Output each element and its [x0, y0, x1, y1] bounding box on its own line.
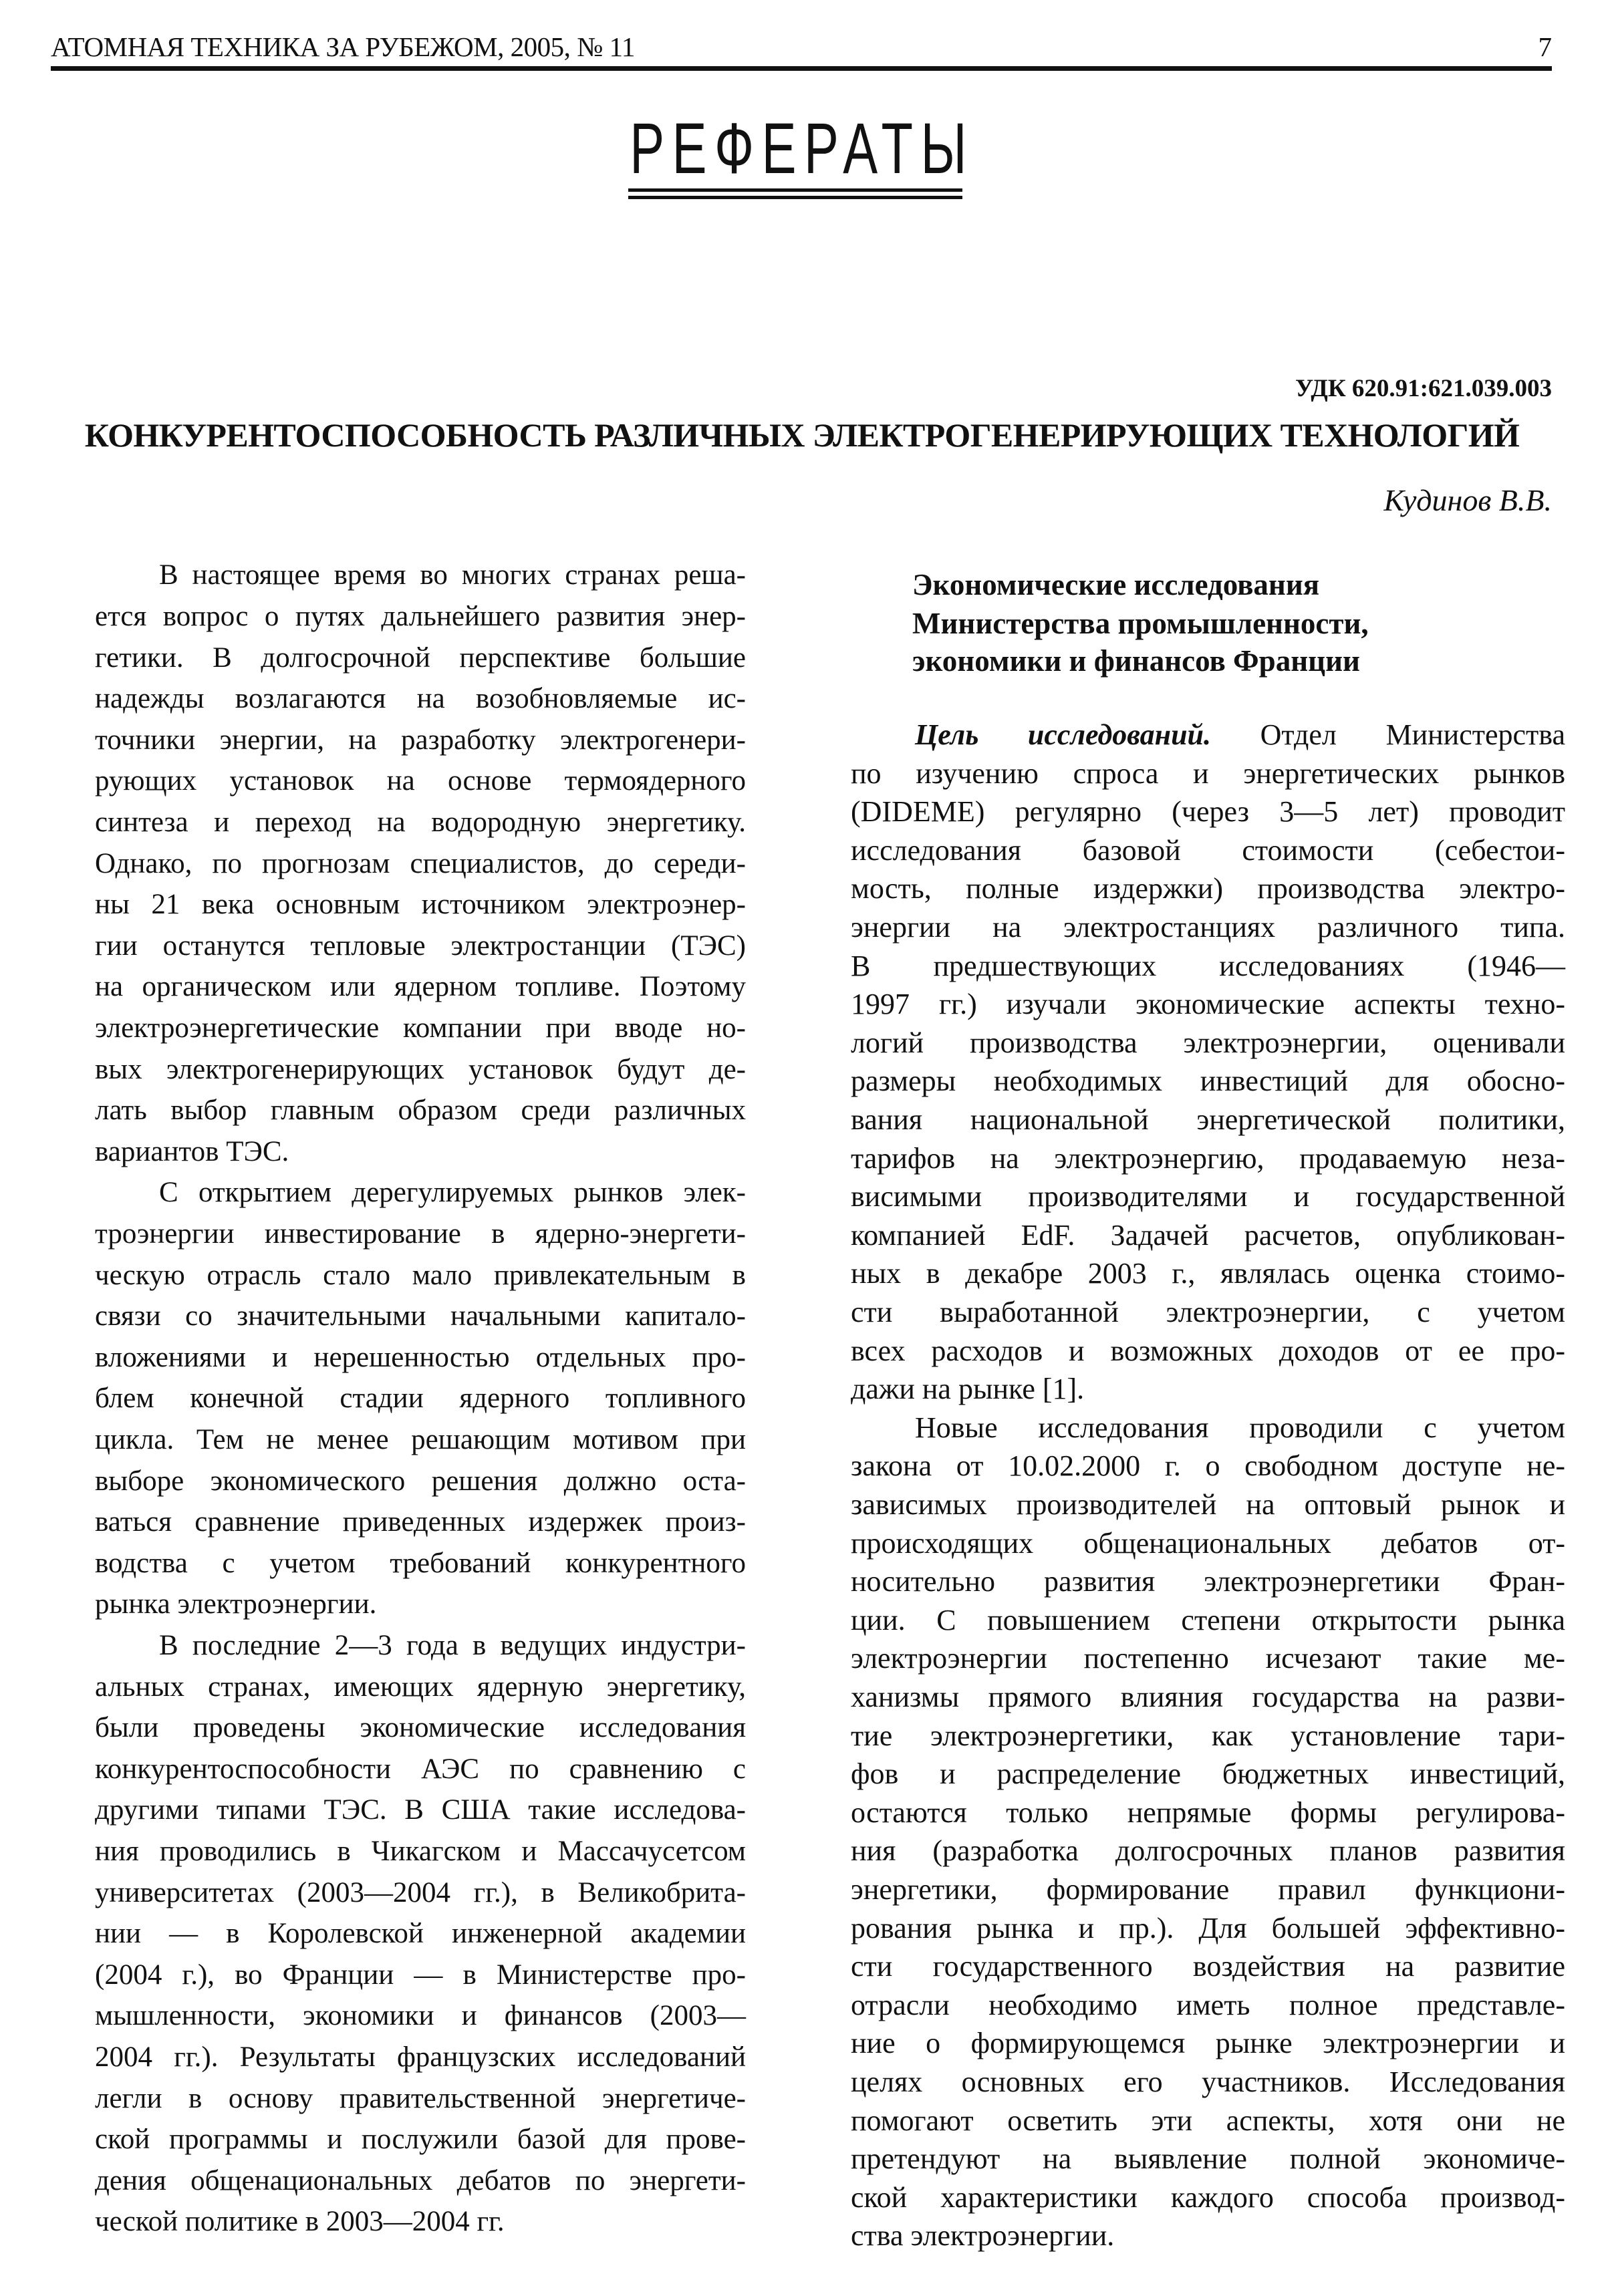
text-line-content: были проведены экономические исследования — [95, 1712, 746, 1744]
text-line — [851, 1793, 1565, 1832]
text-line — [95, 1913, 746, 1955]
text-line — [851, 1139, 1565, 1178]
text-line-content: блем конечной стадии ядерного топливного — [95, 1383, 746, 1415]
text-line — [851, 2217, 1565, 2256]
text-line-content: отрасли необходимо иметь полное представле- — [851, 1988, 1565, 2021]
text-line — [851, 831, 1565, 870]
udk-code: УДК 620.91:621.039.003 — [1295, 375, 1552, 402]
text-line-rest: Отдел Министерства — [1260, 718, 1565, 751]
text-line — [95, 2037, 746, 2078]
text-line — [851, 1177, 1565, 1216]
section-title-underline — [628, 196, 962, 199]
paragraph-lead: Цель исследований. — [915, 718, 1212, 751]
text-line — [851, 1370, 1565, 1409]
text-line — [851, 2178, 1565, 2217]
text-line — [95, 2119, 746, 2160]
subsection-heading-line: экономики и финансов Франции — [912, 644, 1360, 678]
text-line-content: всех расходов и возможных доходов от ее про- — [851, 1334, 1565, 1367]
text-line — [95, 1296, 746, 1337]
text-line-content: выборе экономического решения должно оста- — [95, 1465, 746, 1497]
article-author: Кудинов В.В. — [1383, 483, 1552, 517]
text-line-content: электроэнергии постепенно исчезают такие ме- — [851, 1642, 1565, 1675]
text-line — [95, 925, 746, 967]
text-line — [95, 2077, 746, 2119]
text-line-content: логий производства электроэнергии, оценивали — [851, 1026, 1565, 1059]
text-line-content: гии останутся тепловые электростанции (ТЭС) — [95, 929, 746, 962]
text-line — [95, 966, 746, 1008]
text-line — [851, 2063, 1565, 2102]
text-line-content: сти выработанной электроэнергии, с учетом — [851, 1295, 1565, 1328]
text-line-content: носительно развития электроэнергетики Фран- — [851, 1565, 1565, 1598]
text-line — [851, 870, 1565, 909]
text-line-content: энергии на электростанциях различного типа. — [851, 910, 1565, 944]
text-line — [851, 1101, 1565, 1139]
text-line — [851, 2140, 1565, 2178]
text-line — [851, 1678, 1565, 1717]
text-line-content: С открытием дерегулируемых рынков элек- — [159, 1177, 746, 1209]
text-line-content: ны 21 века основным источником электроэнер- — [95, 889, 746, 921]
text-line — [851, 1986, 1565, 2025]
text-line — [851, 793, 1565, 831]
text-line — [95, 843, 746, 884]
text-line — [95, 1501, 746, 1543]
text-line-content: нии — в Королевской инженерной академии — [95, 1918, 746, 1950]
text-line — [851, 2102, 1565, 2140]
text-line-content: синтеза и переход на водородную энергетику. — [95, 807, 746, 839]
text-line-content: ской программы и послужили базой для прове- — [95, 2124, 746, 2156]
text-line-content: помогают осветить эти аспекты, хотя они не — [851, 2104, 1565, 2137]
text-line — [851, 1832, 1565, 1871]
text-line — [95, 1048, 746, 1090]
text-line — [95, 1749, 746, 1790]
text-line — [95, 2160, 746, 2202]
text-line — [95, 596, 746, 637]
text-line-content: вариантов ТЭС. — [95, 1135, 289, 1167]
text-line — [95, 555, 746, 596]
text-line-content: водства с учетом требований конкурентного — [95, 1547, 746, 1579]
text-line-content: компанией EdF. Задачей расчетов, опубликован- — [851, 1218, 1565, 1252]
text-line — [95, 1543, 746, 1584]
text-line — [95, 1213, 746, 1255]
text-line — [851, 1909, 1565, 1948]
text-line-content: точники энергии, на разработку электрогенери- — [95, 724, 746, 756]
text-line-content: фов и распределение бюджетных инвестиций, — [851, 1757, 1565, 1791]
text-line — [851, 1293, 1565, 1332]
text-line-content: размеры необходимых инвестиций для обосно- — [851, 1064, 1565, 1098]
text-line — [851, 1216, 1565, 1255]
text-line — [95, 1090, 746, 1131]
text-line-content: (DIDEME) регулярно (через 3—5 лет) проводит — [851, 795, 1565, 829]
text-line-content: гетики. В долгосрочной перспективе большие — [95, 641, 746, 674]
text-line-content: происходящих общенациональных дебатов от- — [851, 1526, 1565, 1560]
text-line — [851, 1947, 1565, 1986]
text-line-content: вания национальной энергетической политики, — [851, 1103, 1565, 1136]
text-line-content: лать выбор главным образом среди различных — [95, 1095, 746, 1127]
text-line-content: легли в основу правительственной энергетиче- — [95, 2082, 746, 2114]
text-line-content: рования рынка и пр.). Для большей эффективно- — [851, 1911, 1565, 1945]
text-line-content: дажи на рынке [1]. — [851, 1373, 1085, 1406]
text-line — [95, 1789, 746, 1831]
text-line-content: ние о формирующемся рынке электроэнергии и — [851, 2027, 1565, 2060]
text-line-content: (2004 г.), во Франции — в Министерстве про- — [95, 1959, 746, 1991]
text-line — [851, 754, 1565, 793]
section-title-text: РЕФЕРАТЫ — [630, 108, 974, 188]
text-line — [95, 2201, 746, 2243]
text-line-content: висимыми производителями и государственной — [851, 1180, 1565, 1213]
text-line — [95, 1955, 746, 1996]
text-line-content: тие электроэнергетики, как установление тари- — [851, 1719, 1565, 1752]
text-line — [851, 1255, 1565, 1294]
text-line-content: ства электроэнергии. — [851, 2219, 1115, 2253]
text-line — [95, 1131, 746, 1173]
text-line — [851, 1717, 1565, 1755]
subsection-heading-line: Министерства промышленности, — [912, 607, 1369, 640]
text-line — [95, 1460, 746, 1501]
text-line-content: В настоящее время во многих странах реша- — [159, 559, 746, 591]
text-line — [851, 985, 1565, 1024]
text-line-content: мышленности, экономики и финансов (2003— — [95, 2000, 746, 2032]
text-line-content: троэнергии инвестирование в ядерно-энергети- — [95, 1218, 746, 1250]
text-line — [851, 1024, 1565, 1062]
text-line — [851, 1562, 1565, 1601]
text-line-content: сти государственного воздействия на развитие — [851, 1950, 1565, 1983]
text-line — [851, 716, 1565, 754]
text-line-content: другими типами ТЭС. В США такие исследова- — [95, 1794, 746, 1826]
text-line — [95, 1707, 746, 1749]
text-line — [851, 1332, 1565, 1371]
text-line — [95, 1995, 746, 2037]
text-line-content: связи со значительными начальными капитало- — [95, 1300, 746, 1332]
text-line-content: закона от 10.02.2000 г. о свободном доступе не- — [851, 1449, 1565, 1483]
text-line — [95, 1254, 746, 1296]
text-line — [95, 1831, 746, 1872]
text-line — [851, 1485, 1565, 1524]
text-line-content: цикла. Тем не менее решающим мотивом при — [95, 1424, 746, 1456]
text-line — [851, 1447, 1565, 1486]
text-line — [851, 1640, 1565, 1679]
text-line-content: остаются только непрямые формы регулирова- — [851, 1796, 1565, 1829]
text-line-content: ханизмы прямого влияния государства на разви- — [851, 1680, 1565, 1713]
text-line-content: 1997 гг.) изучали экономические аспекты техно- — [851, 988, 1565, 1021]
text-line-content: претендуют на выявление полной экономиче- — [851, 2142, 1565, 2176]
text-line-content: ния проводились в Чикагском и Массачусетсом — [95, 1836, 746, 1868]
text-line-content: по изучению спроса и энергетических рынков — [851, 756, 1565, 790]
text-line — [851, 908, 1565, 947]
text-line-content: энергетики, формирование правил функциони- — [851, 1872, 1565, 1906]
text-line — [851, 947, 1565, 986]
text-line-content: ваться сравнение приведенных издержек произ- — [95, 1506, 746, 1538]
text-line-content: ется вопрос о путях дальнейшего развития энер- — [95, 601, 746, 633]
text-line-content: тарифов на электроэнергию, продаваемую неза- — [851, 1141, 1565, 1175]
text-line-content: вых электрогенерирующих установок будут де- — [95, 1053, 746, 1085]
text-line — [95, 1419, 746, 1461]
article-title: КОНКУРЕНТОСПОСОБНОСТЬ РАЗЛИЧНЫХ ЭЛЕКТРОГЕНЕРИРУЮЩИХ ТЕХНОЛОГИЙ — [84, 416, 1520, 454]
text-line — [95, 1584, 746, 1625]
page-number: 7 — [1538, 31, 1552, 62]
text-line-content: исследования базовой стоимости (себестои- — [851, 833, 1565, 867]
text-line — [95, 1872, 746, 1913]
text-line-content: конкурентоспособности АЭС по сравнению с — [95, 1753, 746, 1785]
text-line — [95, 1337, 746, 1379]
text-line-content: Новые исследования проводили с учетом — [915, 1411, 1565, 1444]
text-line-content: Однако, по прогнозам специалистов, до середи- — [95, 847, 746, 879]
text-line-content: рынка электроэнергии. — [95, 1588, 377, 1620]
text-line-content: альных странах, имеющих ядерную энергетику, — [95, 1671, 746, 1703]
text-line-content: рующих установок на основе термоядерного — [95, 765, 746, 797]
text-line — [95, 1378, 746, 1419]
text-line — [95, 1666, 746, 1707]
text-line-content: дения общенациональных дебатов по энергети- — [95, 2164, 746, 2196]
subsection-heading-line: Экономические исследования — [912, 568, 1320, 601]
text-line-content: ской характеристики каждого способа производ- — [851, 2180, 1565, 2214]
section-title-underline — [628, 188, 962, 192]
text-line — [95, 884, 746, 925]
text-line — [851, 2025, 1565, 2063]
text-line — [851, 1870, 1565, 1909]
text-line-content: ции. С повышением степени открытости рынка — [851, 1603, 1565, 1636]
text-line-content: 2004 гг.). Результаты французских исследований — [95, 2041, 746, 2073]
text-line-content: В последние 2—3 года в ведущих индустри- — [159, 1630, 746, 1662]
text-line — [851, 1755, 1565, 1793]
text-line — [95, 802, 746, 843]
text-line — [851, 1409, 1565, 1447]
text-line-content: ческую отрасль стало мало привлекательным в — [95, 1259, 746, 1291]
text-line — [95, 760, 746, 802]
text-line — [95, 720, 746, 761]
text-line-content: мость, полные издержки) производства электро- — [851, 872, 1565, 905]
section-title — [0, 108, 1604, 188]
text-line — [95, 678, 746, 720]
text-line-content: В предшествующих исследованиях (1946— — [851, 949, 1565, 982]
text-line-content: целях основных его участников. Исследования — [851, 2065, 1565, 2098]
text-line — [851, 1601, 1565, 1640]
text-line — [851, 1524, 1565, 1563]
running-head: АТОМНАЯ ТЕХНИКА ЗА РУБЕЖОМ, 2005, № 11 — [51, 31, 635, 62]
text-line — [95, 637, 746, 678]
text-line-content: ных в декабре 2003 г., являлась оценка стоимо- — [851, 1257, 1565, 1290]
text-line — [95, 1625, 746, 1667]
text-line-content — [915, 720, 1565, 750]
text-line-content: университетах (2003—2004 гг.), в Великобрита- — [95, 1876, 746, 1908]
text-line-content: электроэнергетические компании при вводе но- — [95, 1012, 746, 1044]
text-line-content: ния (разработка долгосрочных планов развития — [851, 1834, 1565, 1868]
text-line — [95, 1172, 746, 1213]
text-line-content: зависимых производителей на оптовый рынок и — [851, 1487, 1565, 1521]
text-line — [95, 1008, 746, 1049]
text-line-content: вложениями и нерешенностью отдельных про- — [95, 1341, 746, 1373]
header-rule — [51, 66, 1552, 71]
text-line-content: на органическом или ядерном топливе. Поэтому — [95, 971, 746, 1003]
text-line — [851, 1062, 1565, 1101]
text-line-content: ческой политике в 2003—2004 гг. — [95, 2206, 505, 2238]
text-line-content: надежды возлагаются на возобновляемые ис- — [95, 683, 746, 715]
